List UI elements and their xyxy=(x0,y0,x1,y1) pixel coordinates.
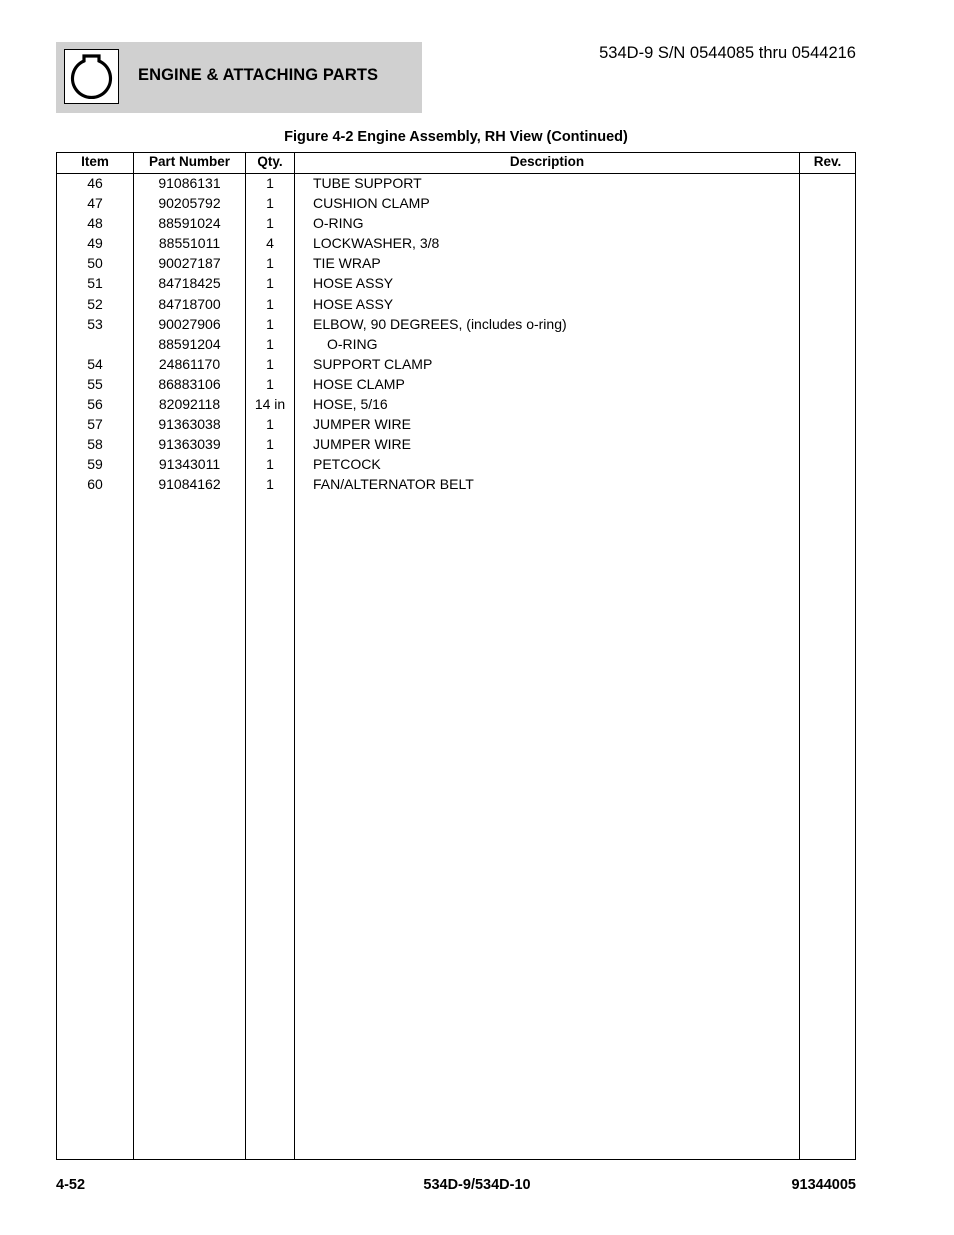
cell-item: 50 xyxy=(87,255,103,272)
cell-part-number: 91363039 xyxy=(158,436,221,453)
parts-table xyxy=(56,152,856,1160)
table-row xyxy=(57,354,855,374)
cell-item: 49 xyxy=(87,235,103,252)
cell-item: 60 xyxy=(87,476,103,493)
cell-item: 56 xyxy=(87,396,103,413)
cell-part-number: 82092118 xyxy=(158,396,221,413)
cell-part-number: 91363038 xyxy=(158,416,221,433)
cell-description: HOSE CLAMP xyxy=(313,375,405,392)
cell-part-number: 84718425 xyxy=(158,275,221,292)
cell-description: HOSE, 5/16 xyxy=(313,396,388,413)
cell-qty: 1 xyxy=(266,215,274,232)
table-row xyxy=(57,294,855,314)
table-row xyxy=(57,193,855,213)
table-row xyxy=(57,394,855,414)
cell-part-number: 90205792 xyxy=(158,195,221,212)
cell-item: 46 xyxy=(87,175,103,191)
cell-description: TIE WRAP xyxy=(313,255,381,272)
cell-qty: 1 xyxy=(266,255,274,272)
section-header-tab xyxy=(56,42,422,113)
table-row xyxy=(57,474,855,494)
cell-item: 59 xyxy=(87,456,103,473)
table-row xyxy=(57,374,855,394)
cell-description: LOCKWASHER, 3/8 xyxy=(313,235,440,252)
table-row xyxy=(57,173,855,193)
table-row xyxy=(57,334,855,354)
cell-part-number: 86883106 xyxy=(158,375,221,392)
table-row xyxy=(57,273,855,293)
cell-description: FAN/ALTERNATOR BELT xyxy=(313,476,474,493)
cell-part-number: 91084162 xyxy=(158,476,221,493)
cell-description: O-RING xyxy=(313,215,364,232)
cell-qty: 1 xyxy=(266,416,274,433)
table-row xyxy=(57,213,855,233)
cell-part-number: 88591204 xyxy=(158,335,221,352)
cell-part-number: 84718700 xyxy=(158,295,221,312)
cell-description: SUPPORT CLAMP xyxy=(313,355,433,372)
document-number: 91344005 xyxy=(791,1177,856,1193)
table-row xyxy=(57,314,855,334)
cell-description: ELBOW, 90 DEGREES, (includes o-ring) xyxy=(313,315,567,332)
cell-item: 52 xyxy=(87,295,103,312)
cell-item: 54 xyxy=(87,355,103,372)
cell-part-number: 91086131 xyxy=(158,175,221,191)
section-title: ENGINE & ATTACHING PARTS xyxy=(138,66,379,84)
cell-qty: 1 xyxy=(266,436,274,453)
table-row xyxy=(57,253,855,273)
cell-item: 58 xyxy=(87,436,103,453)
cell-qty: 4 xyxy=(266,235,274,252)
cell-item: 53 xyxy=(87,315,103,332)
cell-qty: 1 xyxy=(266,275,274,292)
cell-description: JUMPER WIRE xyxy=(313,436,411,453)
cell-qty: 1 xyxy=(266,315,274,332)
cell-description: PETCOCK xyxy=(313,456,381,473)
cell-qty: 1 xyxy=(266,375,274,392)
cell-description: JUMPER WIRE xyxy=(313,416,411,433)
engine-icon xyxy=(64,49,119,104)
cell-qty: 1 xyxy=(266,175,274,191)
cell-description: CUSHION CLAMP xyxy=(313,195,430,212)
cell-description: HOSE ASSY xyxy=(313,295,394,312)
cell-description: HOSE ASSY xyxy=(313,275,394,292)
table-row xyxy=(57,233,855,253)
figure-title: Figure 4-2 Engine Assembly, RH View (Continued) xyxy=(284,129,628,145)
table-row xyxy=(57,434,855,454)
column-header-description: Description xyxy=(509,154,585,169)
cell-description: TUBE SUPPORT xyxy=(313,175,422,191)
cell-item: 48 xyxy=(87,215,103,232)
table-row xyxy=(57,454,855,474)
cell-qty: 1 xyxy=(266,335,274,352)
cell-qty: 1 xyxy=(266,476,274,493)
cell-item: 51 xyxy=(87,275,103,292)
table-body xyxy=(57,173,855,495)
cell-part-number: 91343011 xyxy=(158,456,221,473)
cell-item: 57 xyxy=(87,416,103,433)
cell-qty: 1 xyxy=(266,195,274,212)
table-row xyxy=(57,414,855,434)
cell-qty: 14 in xyxy=(254,396,286,413)
cell-part-number: 88551011 xyxy=(158,235,221,252)
cell-part-number: 88591024 xyxy=(158,215,221,232)
cell-qty: 1 xyxy=(266,456,274,473)
column-header-item: Item xyxy=(81,154,109,169)
page-number: 4-52 xyxy=(56,1177,86,1193)
model-footer: 534D-9/534D-10 xyxy=(423,1177,531,1193)
cell-part-number: 24861170 xyxy=(158,355,221,372)
cell-qty: 1 xyxy=(266,355,274,372)
model-serial-range: 534D-9 S/N 0544085 thru 0544216 xyxy=(599,44,856,62)
column-header-part-number: Part Number xyxy=(148,154,231,169)
cell-item: 47 xyxy=(87,195,103,212)
cell-part-number: 90027906 xyxy=(158,315,221,332)
cell-qty: 1 xyxy=(266,295,274,312)
cell-item: 55 xyxy=(87,375,103,392)
column-header-qty: Qty. xyxy=(257,154,283,169)
cell-description: O-RING xyxy=(327,335,378,352)
column-header-rev: Rev. xyxy=(813,154,842,169)
cell-part-number: 90027187 xyxy=(158,255,221,272)
